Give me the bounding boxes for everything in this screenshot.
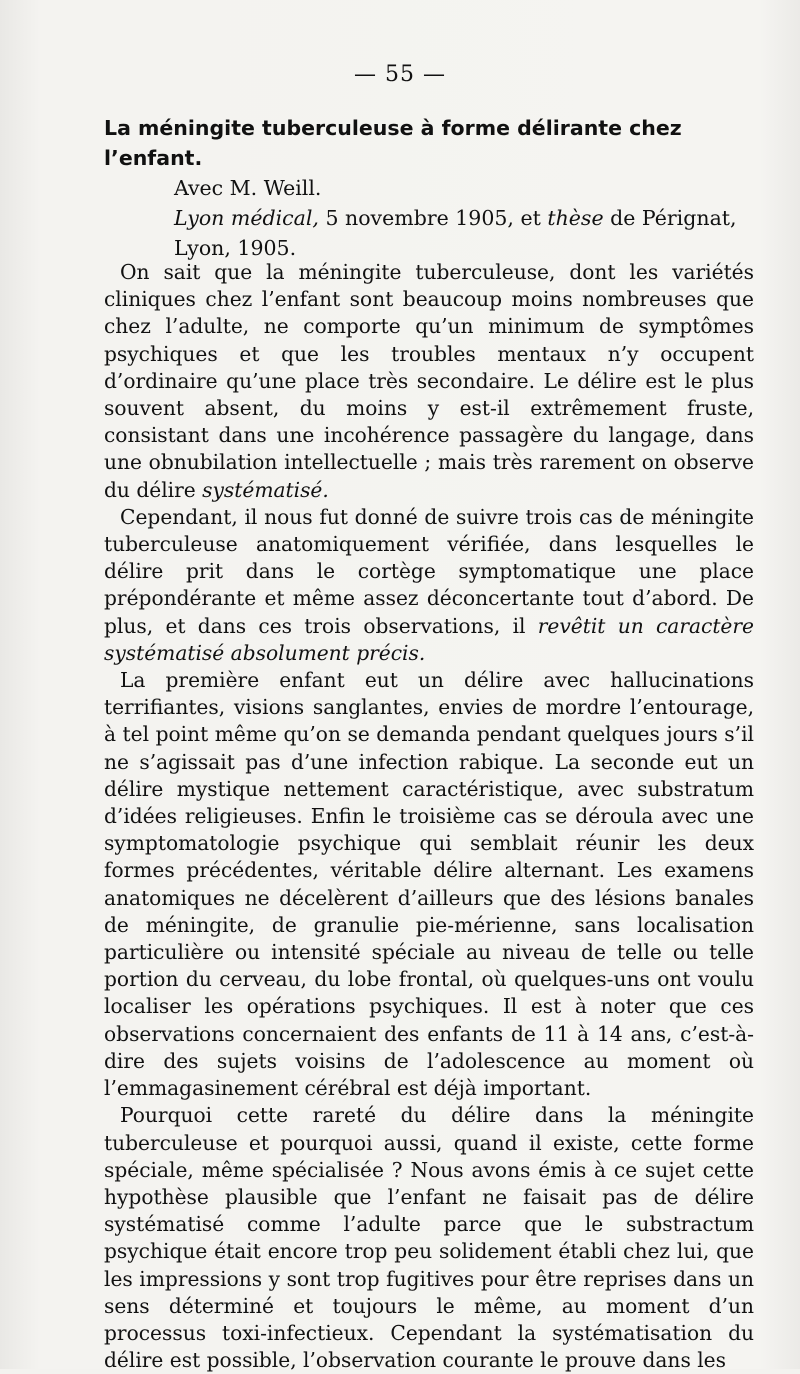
reference-source: [104, 203, 764, 233]
paragraph-2-italic: revêtit un caractère systématisé absolument précis.: [104, 613, 754, 665]
paragraph-1-italic: systématisé.: [202, 477, 329, 502]
paragraph-1: [104, 259, 754, 504]
page-number: — 55 —: [354, 62, 446, 87]
reference-journal: Lyon médical,: [174, 206, 319, 230]
reference-these-rest: de Pérignat,: [603, 206, 737, 230]
reference-author: Avec M. Weill.: [174, 176, 322, 200]
paragraph-4: [104, 1102, 754, 1374]
bibliographic-reference: [104, 113, 764, 263]
reference-these: thèse: [547, 206, 604, 230]
paragraph-2: [104, 504, 754, 667]
body-text: [104, 259, 754, 1374]
paragraph-1-text: On sait que la méningite tuberculeuse, dont les variétés cliniques chez l’enfant sont beaucoup moins nombreuses que chez l’adulte, ne comporte qu’un minimum de symptômes psychiques et que les troubles mentaux n’y occupent d’ordinaire qu’une place très secondaire. Le délire est le plus souvent absent, du moins y est-il extrêmement fruste, consistant dans une incohérence passagère du langage, dans une obnubilation intellectuelle ; mais très rarement on observe du délire: [104, 260, 754, 502]
paragraph-4-text: Pourquoi cette rareté du délire dans la méningite tuberculeuse et pourquoi aussi, quand il existe, cette forme spéciale, même spécialisée ? Nous avons émis à ce sujet cette hypothèse plausible que l’enfant ne faisait pas de délire systématisé comme l’adulte parce que le substractum psychique était encore trop peu solidement établi chez lui, que les impressions y sont trop fugitives pour être reprises dans un sens déterminé et toujours le même, au moment d’un processus toxi-infectieux. Cependant la systématisation du délire est possible, l’observation courante le prouve dans les: [104, 1103, 754, 1373]
reference-title: La méningite tuberculeuse à forme délirante chez l’enfant.: [104, 116, 682, 170]
paragraph-2-text: Cependant, il nous fut donné de suivre trois cas de méningite tuberculeuse anatomiquement vérifiée, dans lesquelles le délire prit dans le cortège symptomatique une place prépondérante et même assez déconcertante tout d’abord. De plus, et dans ces trois observations, il: [104, 504, 754, 638]
reference-date: 5 novembre 1905, et: [318, 206, 548, 230]
reference-place: Lyon, 1905.: [174, 236, 297, 260]
paragraph-3: [104, 667, 754, 1102]
paragraph-3-text: La première enfant eut un délire avec hallucinations terrifiantes, visions sanglantes, envies de mordre l’entourage, à tel point même qu’on se demanda pendant quelques jours s’il ne s’agissait pas d’une infection rabique. La seconde eut un délire mystique nettement caractéristique, avec substratum d’idées religieuses. Enfin le troisième cas se déroula avec une symptomatologie psychique qui semblait réunir les deux formes précédentes, véritable délire alternant. Les examens anatomiques ne décelèrent d’ailleurs que des lésions banales de méningite, de granulie pie-mérienne, sans localisation particulière ou intensité spéciale au niveau de telle ou telle portion du cerveau, du lobe frontal, où quelques-uns ont voulu localiser les opérations psychiques. Il est à noter que ces observations concernaient des enfants de 11 à 14 ans, c’est-à-dire des sujets voisins de l’adolescence au moment où l’emmagasinement cérébral est déjà important.: [104, 668, 754, 1101]
